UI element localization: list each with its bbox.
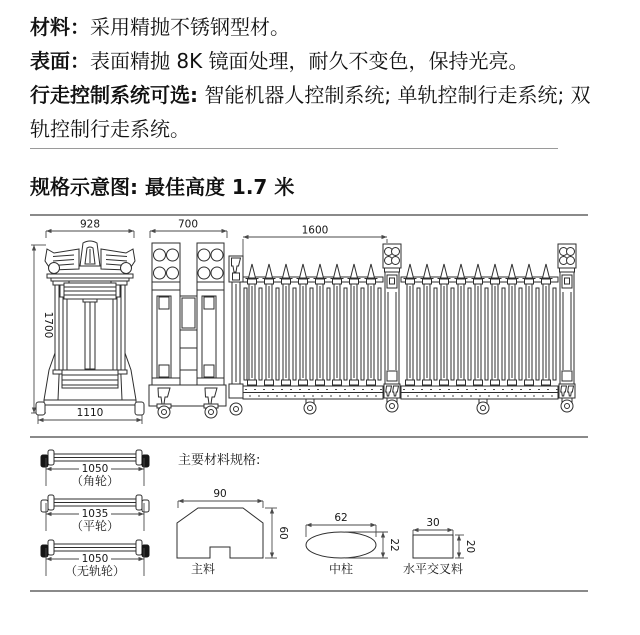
dimension-post-top-width — [46, 219, 134, 239]
profile-name: 水平交叉料 — [402, 562, 464, 576]
profile-height-label: 20 — [464, 539, 476, 554]
intermediate-post — [383, 244, 401, 412]
profile-main-material — [177, 488, 289, 576]
retractable-fence-section-2 — [401, 264, 558, 414]
wheel-dim-label: 1050 — [81, 553, 109, 565]
wheel-type-label: （平轮） — [70, 519, 120, 533]
profile-name: 主料 — [190, 562, 216, 576]
profile-height-label: 60 — [277, 526, 289, 540]
wheel-diagram-flat — [41, 495, 149, 533]
profile-name: 中柱 — [328, 562, 354, 576]
profile-width-label: 90 — [213, 488, 227, 500]
spec-line-material — [30, 10, 610, 44]
end-post — [558, 244, 576, 412]
wheel-dim-label: 1035 — [81, 508, 109, 520]
dim-label-1700: 1700 — [42, 311, 54, 339]
spec-line-surface — [30, 44, 610, 78]
spec-label: 表面： — [30, 49, 90, 73]
machine-side-view — [149, 243, 226, 418]
product-description — [30, 0, 610, 146]
spec-label: 行走控制系统可选: — [30, 83, 198, 107]
section-title: 规格示意图: 最佳高度 1.7 米 — [30, 175, 295, 199]
dim-label-700: 700 — [177, 218, 199, 231]
materials-title: 主要材料规格: — [178, 453, 261, 468]
profile-width-label: 62 — [334, 512, 348, 524]
dimension-fence-section-width — [243, 225, 387, 265]
wheel-and-material-specs — [0, 442, 640, 590]
divider — [30, 590, 588, 592]
profile-cross-material — [403, 517, 476, 576]
retractable-fence-section-1 — [243, 264, 383, 414]
folded-picket-unit — [229, 256, 243, 415]
gate-specification-diagram — [0, 218, 640, 436]
dim-label-928: 928 — [79, 218, 101, 231]
profile-height-label: 22 — [388, 538, 400, 552]
wheel-diagram-trackless — [41, 540, 149, 578]
divider — [30, 214, 588, 216]
dim-label-1600: 1600 — [301, 224, 329, 237]
divider — [30, 148, 558, 149]
profile-middle-column — [306, 512, 400, 576]
wheel-diagram-corner — [41, 450, 149, 488]
wheel-type-label: （无轨轮） — [64, 564, 126, 578]
spec-text: 表面精抛 8K 镜面处理，耐久不变色，保持光亮。 — [90, 49, 529, 73]
spec-line-control-system — [30, 78, 610, 146]
spec-label: 材料： — [30, 15, 90, 39]
wheel-type-label: （角轮） — [70, 474, 120, 488]
spec-text: 采用精抛不锈钢型材。 — [90, 15, 290, 39]
dimension-machine-width — [150, 219, 227, 239]
dimension-post-base-width — [38, 406, 142, 424]
spec-text: 智能机器人控制系统; 单轨控制行走系统; 双轨控制行走系统。 — [30, 83, 591, 141]
profile-width-label: 30 — [426, 517, 440, 529]
dim-label-1110: 1110 — [76, 407, 104, 419]
divider — [30, 436, 588, 438]
wheel-dim-label: 1050 — [81, 463, 109, 475]
